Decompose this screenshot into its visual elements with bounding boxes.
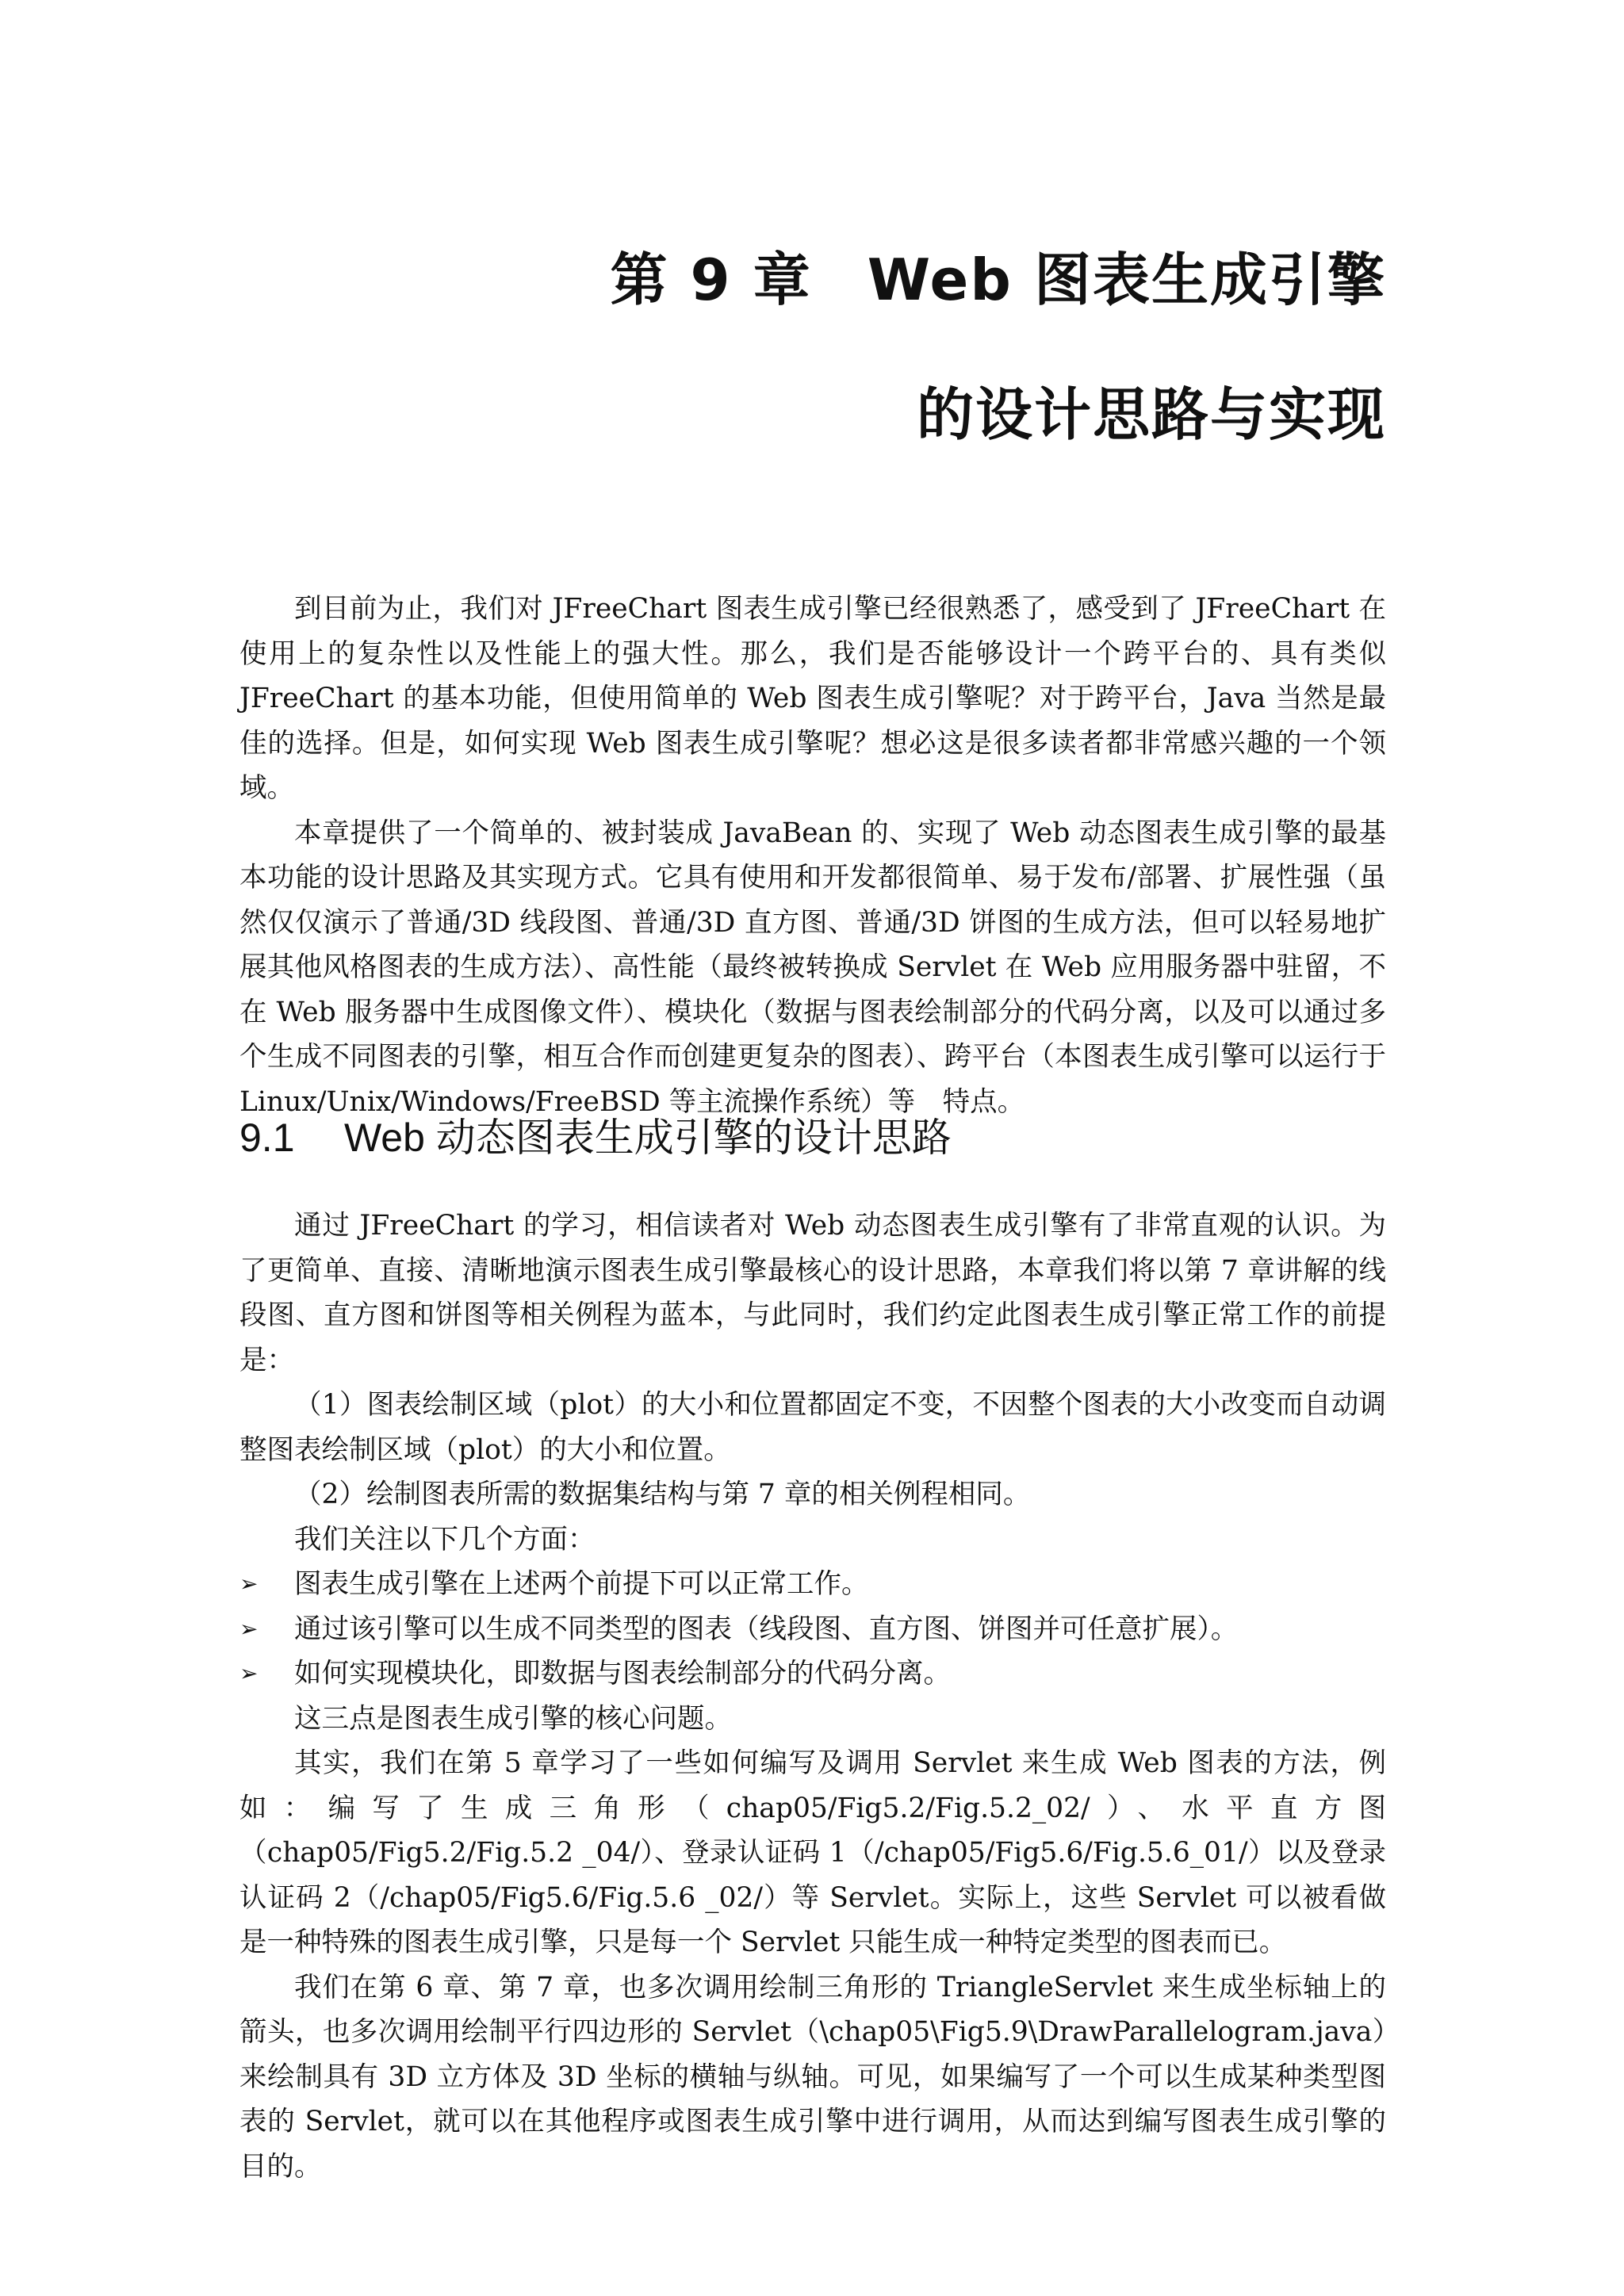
section-paragraph-7: 我们在第 6 章、第 7 章，也多次调用绘制三角形的 TriangleServlet 来生成坐标轴上的箭头，也多次调用绘制平行四边形的 Servlet（\chap05\Fig5.9\DrawParallelogram.java）来绘制具有 3D 立方体及 3D 坐标的横轴与纵轴。可见，如果编写了一个可以生成某种类型图表的 Servlet，就可以在其他程序或图表生成引擎中进行调用，从而达到编写图表生成引擎的目的。 (239, 1971, 1386, 2183)
list-item-text: 通过该引擎可以生成不同类型的图表（线段图、直方图、饼图并可任意扩展）。 (294, 1613, 1239, 1645)
section-body (239, 1203, 1386, 2189)
arrow-bullet-icon: ➢ (239, 1571, 259, 1597)
bullet-list (239, 1562, 1386, 1697)
section-heading (239, 1110, 952, 1165)
chapter-title-line-1 (610, 212, 1386, 347)
section-paragraph-5: 这三点是图表生成引擎的核心问题。 (294, 1702, 732, 1735)
chapter-title-text: Web 图表生成引擎 (867, 247, 1386, 313)
list-item (239, 1562, 1386, 1607)
intro-paragraph-2: 本章提供了一个简单的、被封装成 JavaBean 的、实现了 Web 动态图表生成引擎的最基本功能的设计思路及其实现方式。它具有使用和开发都很简单、易于发布/部署、扩展性强（虽然仅仅演示了普通/3D 线段图、普通/3D 直方图、普通/3D 饼图的生成方法，但可以轻易地扩展其他风格图表的生成方法）、高性能（最终被转换成 Servlet 在 Web 应用服务器中驻留，不在 Web 服务器中生成图像文件）、模块化（数据与图表绘制部分的代码分离，以及可以通过多个生成不同图表的引擎，相互合作而创建更复杂的图表）、跨平台（本图表生成引擎可以运行于 Linux/Unix/Windows/FreeBSD 等主流操作系统）等 特点。 (239, 817, 1386, 1118)
list-item (239, 1651, 1386, 1697)
intro-section (239, 587, 1386, 1124)
chapter-number: 第 9 章 (610, 247, 812, 313)
chapter-title (610, 212, 1386, 482)
section-paragraph-4: 我们关注以下几个方面： (294, 1523, 596, 1556)
list-item-text: 图表生成引擎在上述两个前提下可以正常工作。 (294, 1568, 869, 1600)
section-paragraph-1: 通过 JFreeChart 的学习，相信读者对 Web 动态图表生成引擎有了非常直观的认识。为了更简单、直接、清晰地演示图表生成引擎最核心的设计思路，本章我们将以第 7 章讲解的线段图、直方图和饼图等相关例程为蓝本，与此同时，我们约定此图表生成引擎正常工作的前提是： (239, 1210, 1386, 1376)
section-paragraph-2: （1）图表绘制区域（plot）的大小和位置都固定不变，不因整个图表的大小改变而自动调整图表绘制区域（plot）的大小和位置。 (239, 1389, 1386, 1466)
list-item (239, 1607, 1386, 1652)
chapter-title-line-2: 的设计思路与实现 (916, 381, 1386, 448)
section-paragraph-6: 其实，我们在第 5 章学习了一些如何编写及调用 Servlet 来生成 Web 图表的方法，例如：编写了生成三角形（chap05/Fig5.2/Fig.5.2_02/）、水平直方图（chap05/Fig5.2/Fig.5.2 _04/）、登录认证码 1（/chap05/Fig5.6/Fig.5.6_01/）以及登录认证码 2（/chap05/Fig5.6/Fig.5.6 _02/）等 Servlet。实际上，这些 Servlet 可以被看做是一种特殊的图表生成引擎，只是每一个 Servlet 只能生成一种特定类型的图表而已。 (239, 1747, 1386, 1958)
section-number: 9.1 (239, 1115, 295, 1160)
section-title: Web 动态图表生成引擎的设计思路 (344, 1115, 952, 1160)
section-paragraph-3: （2）绘制图表所需的数据集结构与第 7 章的相关例程相同。 (294, 1479, 1031, 1510)
arrow-bullet-icon: ➢ (239, 1660, 259, 1686)
arrow-bullet-icon: ➢ (239, 1615, 259, 1642)
list-item-text: 如何实现模块化，即数据与图表绘制部分的代码分离。 (294, 1658, 951, 1689)
intro-paragraph-1: 到目前为止，我们对 JFreeChart 图表生成引擎已经很熟悉了，感受到了 JFreeChart 在使用上的复杂性以及性能上的强大性。那么，我们是否能够设计一个跨平台的、具有类似 JFreeChart 的基本功能，但使用简单的 Web 图表生成引擎呢？对于跨平台，Java 当然是最佳的选择。但是，如何实现 Web 图表生成引擎呢？想必这是很多读者都非常感兴趣的一个领域。 (239, 593, 1386, 804)
